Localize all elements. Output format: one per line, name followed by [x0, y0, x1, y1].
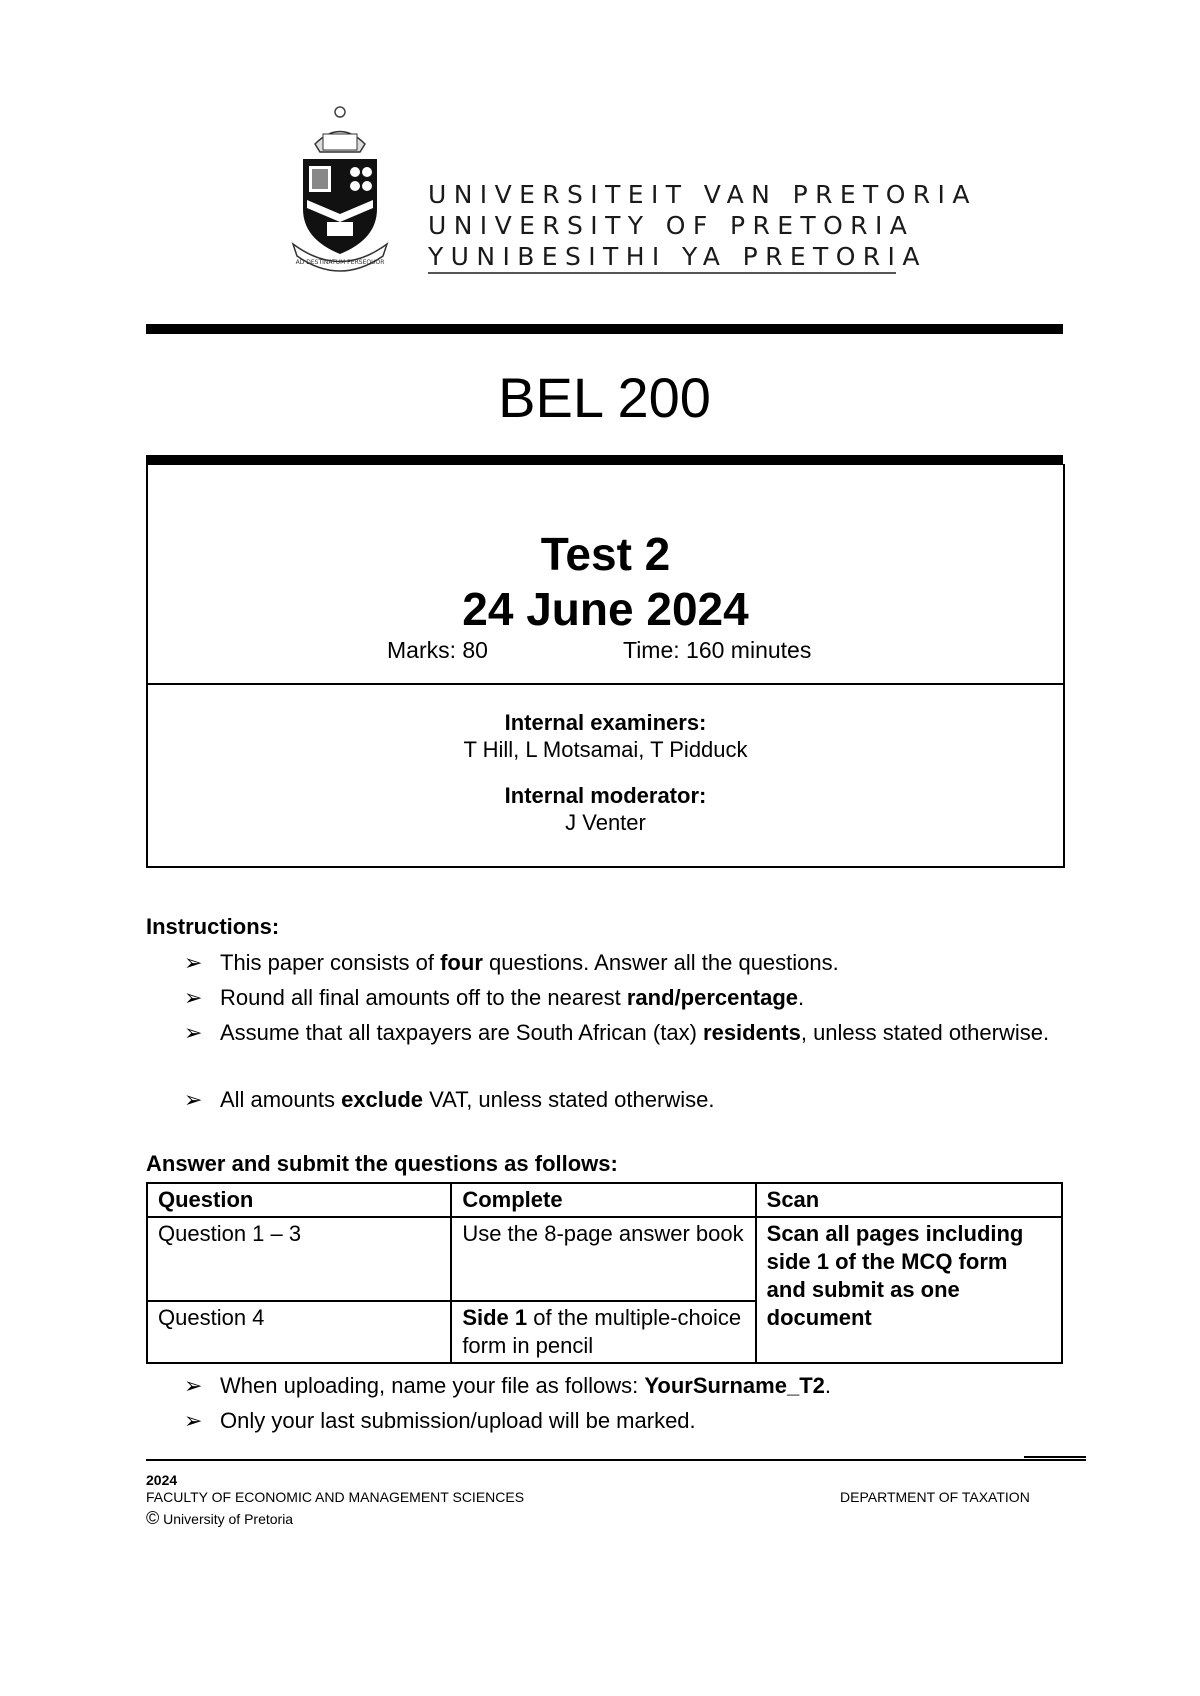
- marks-label: Marks: 80: [387, 637, 488, 663]
- time-label: Time: 160 minutes: [623, 637, 812, 663]
- submission-note: ➢ Only your last submission/upload will be marked.: [184, 1404, 1064, 1437]
- instruction-item: ➢ Round all final amounts off to the nearest rand/percentage.: [184, 981, 1064, 1014]
- arrow-bullet-icon: ➢: [184, 1087, 203, 1112]
- university-crest-logo: [285, 104, 395, 274]
- complete-cell: Use the 8-page answer book: [451, 1217, 755, 1301]
- arrow-bullet-icon: ➢: [184, 1373, 203, 1398]
- svg-text:AD DESTINATUM PERSEQUOR: AD DESTINATUM PERSEQUOR: [295, 259, 385, 266]
- copyright-icon: ©: [146, 1508, 160, 1528]
- table-row: [147, 1217, 1062, 1301]
- test-info-box: [146, 464, 1065, 868]
- university-name-sepedi: YUNIBESITHI YA PRETORIA: [428, 242, 927, 271]
- table-header-row: [147, 1183, 1062, 1217]
- instruction-item: ➢ All amounts exclude VAT, unless stated otherwise.: [184, 1083, 1064, 1116]
- scan-cell: Scan all pages including side 1 of the MCQ form and submit as one document: [756, 1217, 1062, 1363]
- arrow-bullet-icon: ➢: [184, 1020, 203, 1045]
- submission-note: ➢ When uploading, name your file as follows: YourSurname_T2.: [184, 1369, 1064, 1402]
- column-header: Scan: [756, 1183, 1062, 1217]
- moderator-label: Internal moderator:: [504, 783, 707, 808]
- instruction-item: ➢ This paper consists of four questions. Answer all the questions.: [184, 946, 1064, 979]
- test-date: 24 June 2024: [462, 583, 749, 635]
- arrow-bullet-icon: ➢: [184, 985, 203, 1010]
- test-title: Test 2: [540, 528, 671, 580]
- footer-department: DEPARTMENT OF TAXATION: [840, 1489, 1030, 1505]
- complete-cell: Side 1 of the multiple-choice form in pencil: [451, 1301, 755, 1363]
- instruction-item: ➢ Assume that all taxpayers are South African (tax) residents, unless stated otherwise.: [184, 1016, 1064, 1082]
- submission-table: [146, 1182, 1063, 1364]
- arrow-bullet-icon: ➢: [184, 950, 203, 975]
- university-name-english: UNIVERSITY OF PRETORIA: [428, 211, 915, 240]
- submission-heading: Answer and submit the questions as follows:: [146, 1151, 618, 1176]
- examiners-names: T Hill, L Motsamai, T Pidduck: [463, 737, 748, 762]
- course-code: BEL 200: [498, 366, 711, 429]
- question-cell: Question 1 – 3: [147, 1217, 451, 1301]
- header-thick-rule: [146, 324, 1063, 334]
- footer-rule-accent: [1024, 1456, 1086, 1458]
- footer-rule: [146, 1459, 1086, 1461]
- instructions-heading: Instructions:: [146, 914, 280, 939]
- footer-year: 2024: [146, 1472, 178, 1488]
- footer-faculty: FACULTY OF ECONOMIC AND MANAGEMENT SCIENCES: [146, 1489, 525, 1505]
- question-cell: Question 4: [147, 1301, 451, 1363]
- moderator-name: J Venter: [565, 810, 646, 835]
- examiners-label: Internal examiners:: [504, 710, 707, 735]
- column-header: Question: [147, 1183, 451, 1217]
- column-header: Complete: [451, 1183, 755, 1217]
- arrow-bullet-icon: ➢: [184, 1408, 203, 1433]
- university-name-afrikaans: UNIVERSITEIT VAN PRETORIA: [428, 180, 977, 209]
- university-name-underline: [428, 272, 896, 274]
- footer-copyright: © University of Pretoria: [146, 1508, 294, 1528]
- info-box-divider: [148, 683, 1063, 685]
